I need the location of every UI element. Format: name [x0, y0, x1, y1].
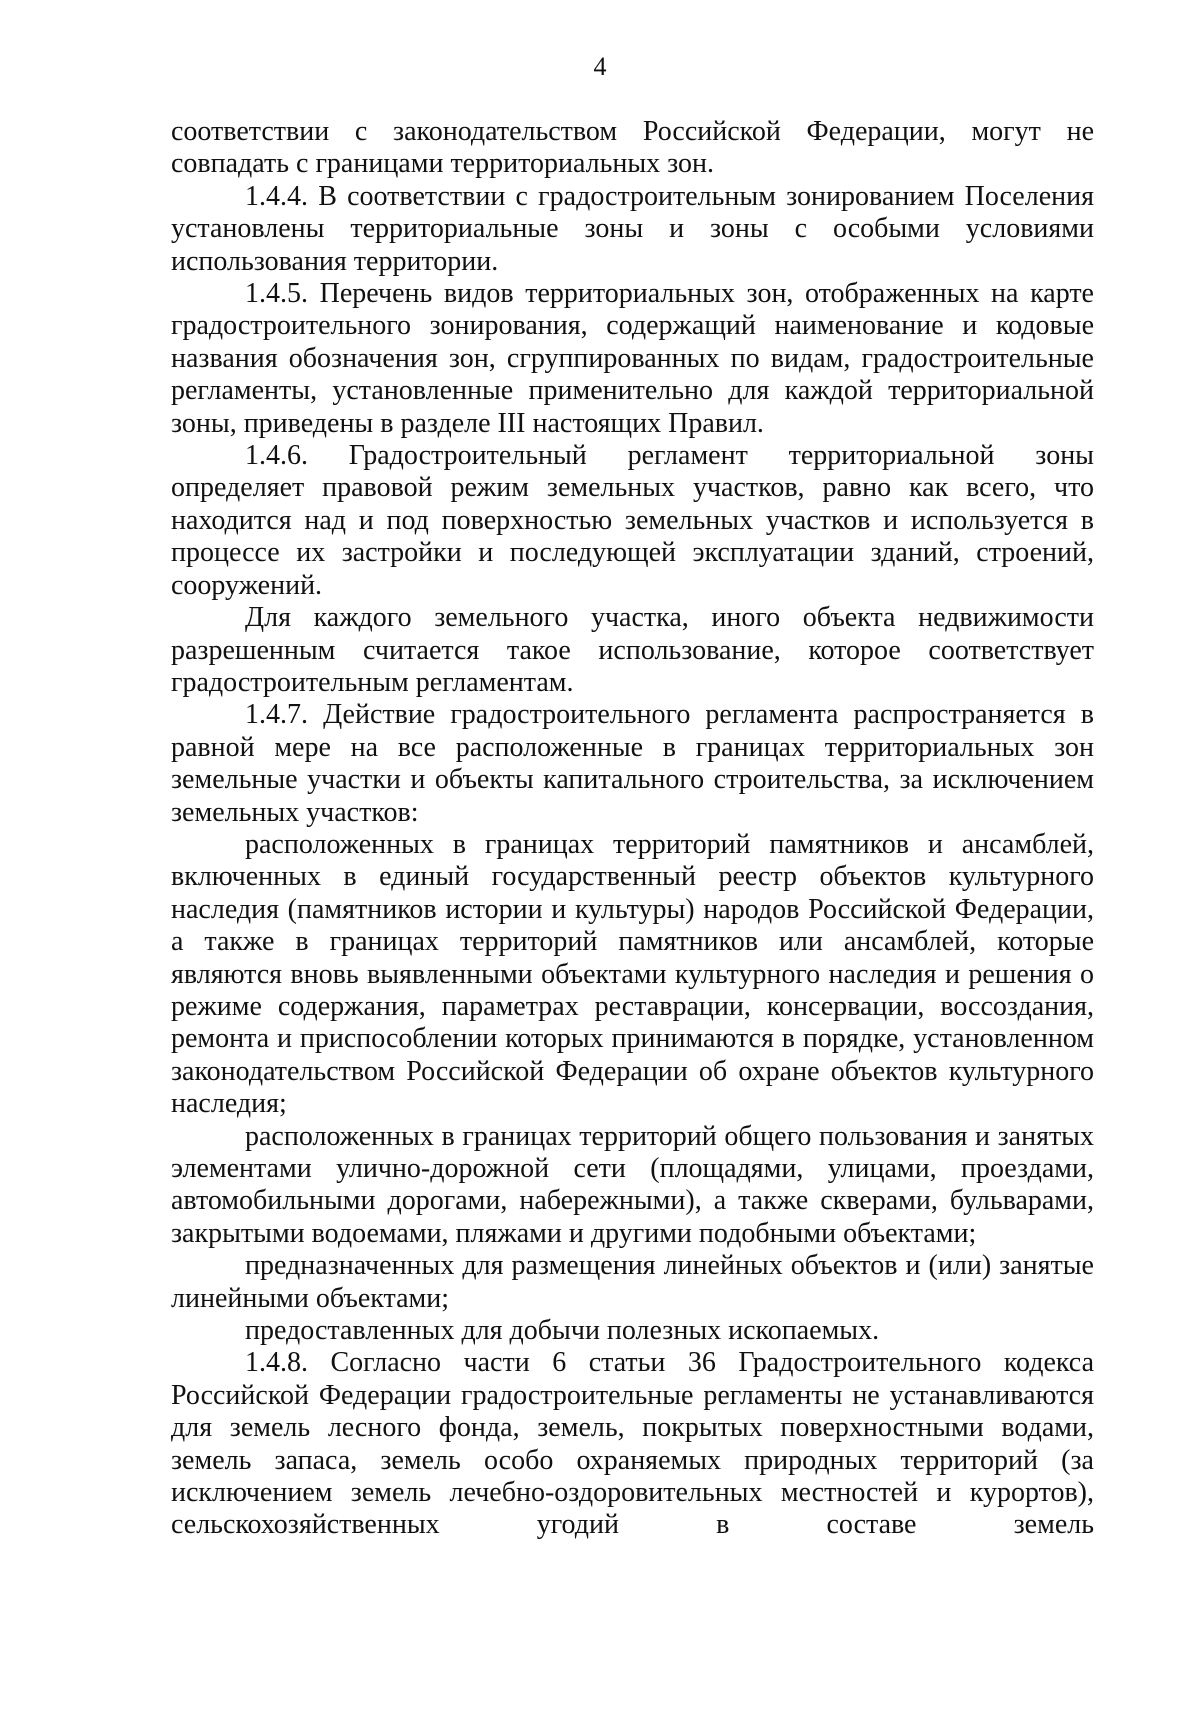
paragraph-permitted-use: Для каждого земельного участка, иного объекта недвижимости разрешенным считается такое использование, которое соответствует градостроительным регламентам.	[171, 602, 1094, 698]
list-item-mineral-extraction: предоставленных для добычи полезных ископаемых.	[245, 1315, 880, 1347]
paragraph-continuation: соответствии с законодательством Российской Федерации, могут не совпадать с границами территориальных зон.	[171, 116, 1094, 180]
paragraph-1-4-7: 1.4.7. Действие градостроительного регламента распространяется в равной мере на все расположенные в границах территориальных зон земельные участки и объекты капитального строительства, за исключением земельных участков:	[171, 699, 1094, 828]
paragraph-1-4-5: 1.4.5. Перечень видов территориальных зон, отображенных на карте градостроительного зонирования, содержащий наименование и кодовые названия обозначения зон, сгруппированных по видам, градостроительные регламенты, установленные применительно для каждой территориальной зоны, приведены в разделе III настоящих Правил.	[171, 278, 1094, 439]
paragraph-1-4-6: 1.4.6. Градостроительный регламент территориальной зоны определяет правовой режим земельных участков, равно как всего, что находится над и под поверхностью земельных участков и используется в процессе их застройки и последующей эксплуатации зданий, строений, сооружений.	[171, 440, 1094, 601]
page-number: 4	[593, 52, 607, 81]
list-item-linear-objects: предназначенных для размещения линейных объектов и (или) занятые линейными объектами;	[171, 1250, 1094, 1314]
paragraph-1-4-4: 1.4.4. В соответствии с градостроительным зонированием Поселения установлены территориальные зоны и зоны с особыми условиями использования территории.	[171, 180, 1094, 277]
list-item-heritage-territories: расположенных в границах территорий памятников и ансамблей, включенных в единый государственный реестр объектов культурного наследия (памятников истории и культуры) народов Российской Федерации, а также в границах территорий памятников или ансамблей, которые являются вновь выявленными объектами культурного наследия и решения о режиме содержания, параметрах реставрации, консервации, воссоздания, ремонта и приспособлении которых принимаются в порядке, установленном законодательством Российской Федерации об охране объектов культурного наследия;	[171, 828, 1094, 1120]
paragraph-1-4-8: 1.4.8. Согласно части 6 статьи 36 Градостроительного кодекса Российской Федерации градостроительные регламенты не устанавливаются для земель лесного фонда, земель, покрытых поверхностными водами, земель запаса, земель особо охраняемых природных территорий (за исключением земель лечебно-оздоровительных местностей и курортов), сельскохозяйственных угодий в составе земель	[171, 1347, 1094, 1541]
list-item-public-territories: расположенных в границах территорий общего пользования и занятых элементами улично-дорожной сети (площадями, улицами, проездами, автомобильными дорогами, набережными), а также скверами, бульварами, закрытыми водоемами, пляжами и другими подобными объектами;	[171, 1120, 1094, 1249]
document-body	[171, 116, 1094, 1542]
